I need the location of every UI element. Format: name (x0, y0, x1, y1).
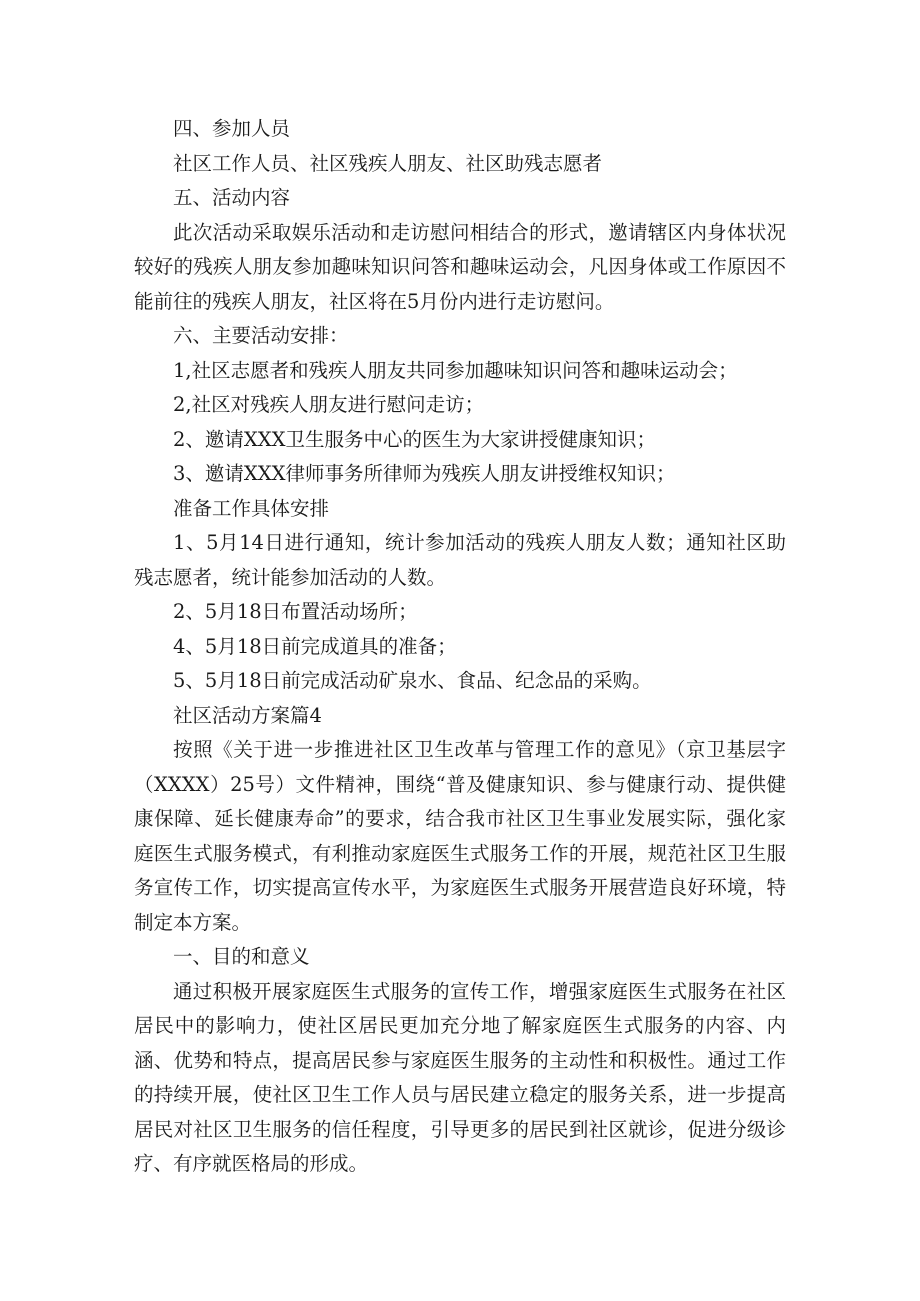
arrangement-item: 2,社区对残疾人朋友进行慰问走访； (173, 393, 485, 416)
participants-text: 社区工作人员、社区残疾人朋友、社区助残志愿者 (173, 151, 603, 175)
plan-intro-text: 按照《关于进一步推进社区卫生改革与管理工作的意见》（京卫基层字（XXXX）25号）文件精神，围绕“普及健康知识、参与健康行动、提供健康保障、延长健康寿命”的要求，结合我市社区卫生事业发展实际，强化家庭医生式服务模式，有利推动家庭医生式服务工作的开展，规范社区卫生服务宣传工作，切实提高宣传水平，为家庭医生式服务开展营造良好环境，特制定本方案。 (134, 738, 786, 934)
plan-title: 社区活动方案篇4 (173, 703, 322, 727)
section-heading-purpose: 一、目的和意义 (173, 945, 310, 968)
document-body (134, 112, 786, 1182)
section-heading-activity-content: 五、活动内容 (173, 186, 291, 209)
section-heading-main-arrangements: 六、主要活动安排： (173, 324, 349, 347)
section-heading-participants: 四、参加人员 (173, 117, 291, 140)
activity-content-text: 此次活动采取娱乐活动和走访慰问相结合的形式，邀请辖区内身体状况较好的残疾人朋友参加趣味知识问答和趣味运动会，凡因身体或工作原因不能前往的残疾人朋友，社区将在5月份内进行走访慰问。 (134, 220, 786, 313)
preparation-item: 1、5月14日进行通知，统计参加活动的残疾人朋友人数；通知社区助残志愿者，统计能参加活动的人数。 (134, 531, 786, 589)
arrangement-item: 1,社区志愿者和残疾人朋友共同参加趣味知识问答和趣味运动会； (173, 358, 738, 382)
section-heading-preparation: 准备工作具体安排 (173, 496, 330, 520)
preparation-item: 4、5月18日前完成道具的准备； (173, 634, 457, 658)
preparation-item: 2、5月18日布置活动场所； (173, 600, 418, 623)
arrangement-item: 3、邀请XXX律师事务所律师为残疾人朋友讲授维权知识； (173, 462, 676, 485)
arrangement-item: 2、邀请XXX卫生服务中心的医生为大家讲授健康知识； (173, 427, 657, 451)
purpose-text: 通过积极开展家庭医生式服务的宣传工作，增强家庭医生式服务在社区居民中的影响力，使社区居民更加充分地了解家庭医生式服务的内容、内涵、优势和特点，提高居民参与家庭医生服务的主动性和积极性。通过工作的持续开展，使社区卫生工作人员与居民建立稳定的服务关系，进一步提高居民对社区卫生服务的信任程度，引导更多的居民到社区就诊，促进分级诊疗、有序就医格局的形成。 (134, 979, 786, 1175)
preparation-item: 5、5月18日前完成活动矿泉水、食品、纪念品的采购。 (173, 669, 652, 692)
